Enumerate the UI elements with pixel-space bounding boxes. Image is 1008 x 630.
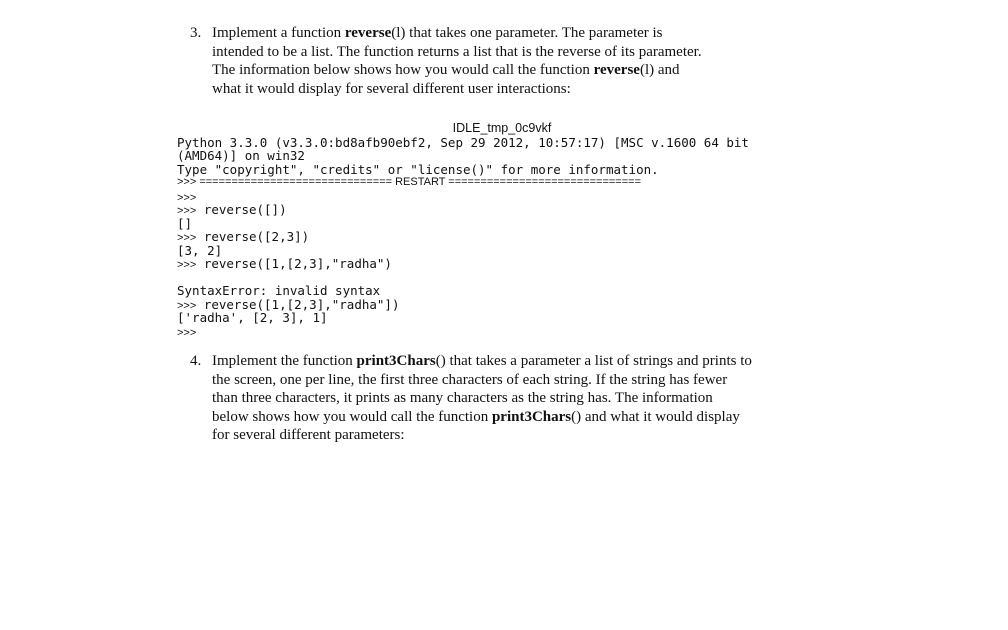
shell-command-1 [177,203,797,217]
shell-output-1: [] [177,215,193,231]
q4-line1-pre: Implement the function [212,353,357,369]
question-3-line-4: what it would display for several different user interactions: [212,80,571,97]
idle-window-title: IDLE_tmp_0c9vkf [452,121,552,135]
q3-line3-pre: The information below shows how you would call the function [212,62,594,78]
prompt: >>> [177,176,197,188]
question-3-line-3 [212,61,800,80]
question-3-number: 3. [190,25,202,41]
q4-line4-post: () and what it would display [571,408,740,425]
prompt: >>> [177,299,197,312]
question-4 [190,352,800,445]
q3-line3-post: (l) and [639,62,680,78]
question-4-number: 4. [190,353,202,369]
q3-line1-post: (l) that takes one parameter. The parameter is [391,25,663,41]
q4-line4-bold: print3Chars [491,408,572,425]
question-4-line-5: for several different parameters: [212,427,405,443]
python-banner-line-1: Python 3.3.0 (v3.3.0:bd8afb90ebf2, Sep 29 2012, 10:57:17) [MSC v.1600 64 bit [177,134,749,150]
restart-line [177,176,797,190]
shell-output-2: [3, 2] [177,242,223,258]
command-text: reverse([2,3]) [203,229,310,244]
prompt: >>> [177,205,197,217]
prompt: >>> [177,259,197,271]
shell-output-4: ['radha', [2, 3], 1] [177,310,328,325]
command-text: reverse([1,[2,3],"radha") [203,256,392,271]
idle-shell-transcript [177,122,797,338]
question-3-line-2: intended to be a list. The function returns a list that is the reverse of its parameter. [212,43,702,60]
shell-command-4 [177,298,797,312]
python-banner-line-2: (AMD64)] on win32 [177,148,305,163]
prompt: >>> [177,232,197,244]
shell-line-empty-prompt [177,190,797,204]
shell-blank-line [177,271,797,285]
shell-command-3 [177,257,797,271]
command-text: reverse([]) [203,202,287,217]
q3-line1-bold: reverse [344,25,392,41]
prompt: >>> [177,191,197,204]
shell-final-prompt [177,325,797,339]
q4-line4-pre: below shows how you would call the function [212,408,492,425]
question-4-line-1 [212,352,800,371]
restart-separator: ============================== RESTART ============================== [196,176,642,188]
question-4-line-3: than three characters, it prints as many characters as the string has. The information [212,390,713,406]
shell-command-2 [177,230,797,244]
q3-line1-pre: Implement a function [212,25,345,41]
q3-line3-bold: reverse [593,62,640,78]
question-3-text [212,24,800,98]
question-4-line-2: the screen, one per line, the first three characters of each string. If the string has fewer [212,371,728,388]
prompt: >>> [177,326,197,339]
question-4-line-4 [212,408,800,427]
question-3 [190,24,800,98]
q4-line1-bold: print3Chars [356,353,436,369]
python-banner-line-3: Type "copyright", "credits" or "license()" for more information. [177,161,659,177]
question-3-line-1 [212,24,800,43]
q4-line1-post: () that takes a parameter a list of strings and prints to [435,353,752,369]
command-text: reverse([1,[2,3],"radha"]) [203,296,400,312]
question-4-text [212,352,800,445]
shell-error: SyntaxError: invalid syntax [177,283,381,298]
